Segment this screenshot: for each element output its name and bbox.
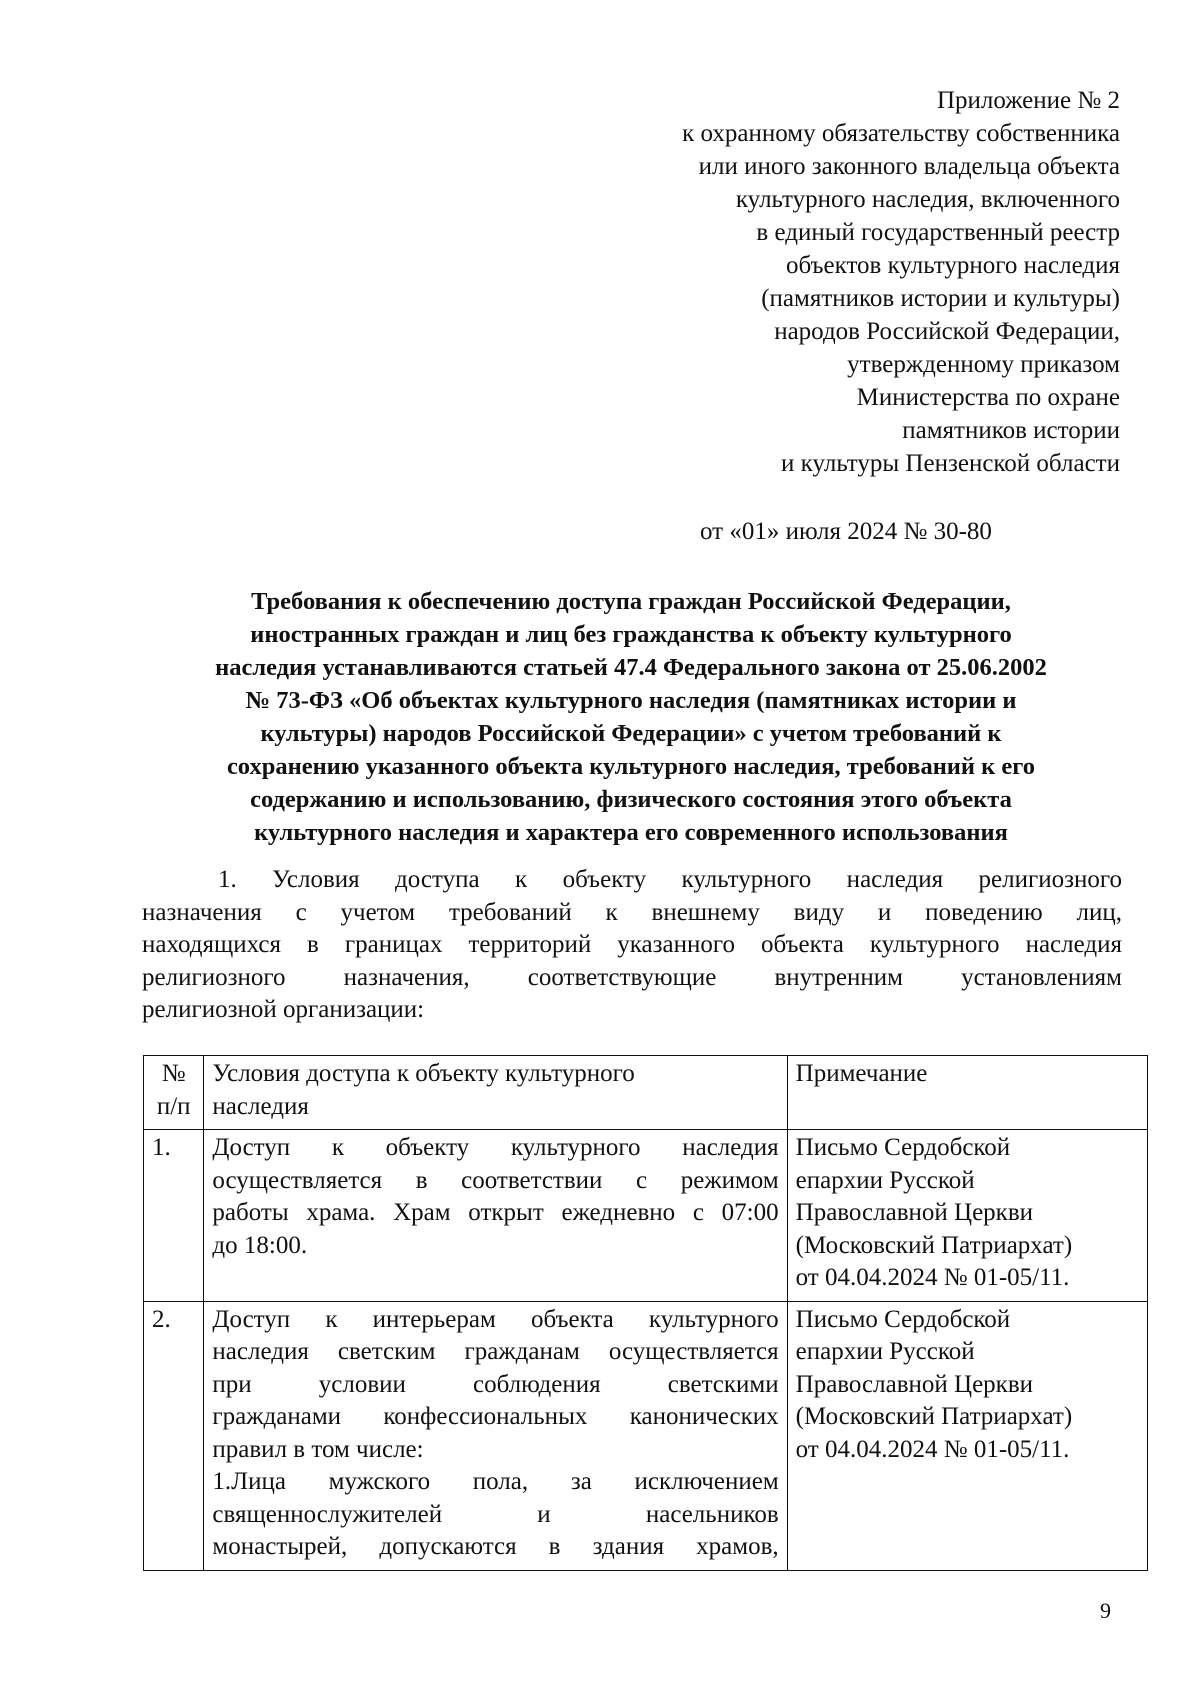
header-number-line: п/п [156,1092,191,1120]
appendix-header [560,84,1120,480]
appendix-line: Министерства по охране [856,384,1120,411]
header-note: Примечание [787,1056,1147,1130]
access-conditions-table [143,1055,1148,1571]
appendix-line: к охранному обязательству собственника [682,120,1120,147]
condition-line: Доступ к объекту культурного наследия [212,1134,779,1161]
row-note [787,1301,1147,1570]
note-line: Письмо Сердобской [795,1305,1011,1333]
title-line: культурного наследия и характера его современного использования [254,819,1008,846]
paragraph-line: 1. Условия доступа к объекту культурного наследия религиозного [218,866,1122,893]
appendix-line: и культуры Пензенской области [781,450,1120,477]
title-line: иностранных граждан и лиц без гражданства к объекту культурного [250,621,1012,648]
condition-line: до 18:00. [212,1231,308,1259]
row-number: 2. [144,1301,204,1570]
note-line: (Московский Патриархат) [795,1231,1073,1259]
note-line: от 04.04.2024 № 01-05/11. [795,1435,1070,1463]
condition-line: гражданами конфессиональных канонических [212,1403,779,1430]
header-conditions-line: Условия доступа к объекту культурного [212,1060,635,1087]
title-line: № 73-ФЗ «Об объектах культурного наследия (памятниках истории и [245,687,1017,714]
document-title [140,585,1122,849]
appendix-line: Приложение № 2 [936,87,1120,114]
title-line: наследия устанавливаются статьей 47.4 Федерального закона от 25.06.2002 [215,654,1047,681]
order-date: от «01» июля 2024 № 30-80 [700,518,992,545]
appendix-line: культурного наследия, включенного [735,186,1120,213]
condition-line: правил в том числе: [212,1435,424,1463]
condition-line: монастырей, допускаются в здания храмов, [212,1533,779,1560]
header-number-line: № [161,1060,186,1087]
title-line: сохранению указанного объекта культурного наследия, требований к его [226,753,1036,780]
note-line: Письмо Сердобской [795,1134,1011,1161]
note-line: (Московский Патриархат) [795,1403,1073,1430]
appendix-line: народов Российской Федерации, [774,318,1120,345]
note-line: епархии Русской [795,1338,975,1365]
row-conditions [204,1130,787,1302]
header-number [144,1056,204,1130]
table-header-row [144,1056,1148,1130]
title-line: Требования к обеспечению доступа граждан Российской Федерации, [251,588,1011,615]
paragraph-line: религиозной организации: [142,996,425,1023]
appendix-line: в единый государственный реестр [756,219,1120,246]
appendix-line: или иного законного владельца объекта [698,153,1120,180]
header-conditions-line: наследия [212,1092,309,1120]
body-paragraph [142,864,1122,1027]
table-row [144,1301,1148,1570]
table-row [144,1130,1148,1302]
paragraph-line: находящихся в границах территорий указанного объекта культурного наследия [142,931,1122,958]
condition-line: священнослужителей и насельников [212,1500,779,1528]
paragraph-line: религиозного назначения, соответствующие внутренним установлениям [142,963,1122,991]
note-line: Православной Церкви [795,1370,1034,1398]
page-number: 9 [1100,1598,1111,1623]
appendix-line: утвержденному приказом [847,351,1120,378]
condition-line: 1.Лица мужского пола, за исключением [212,1468,779,1495]
row-note [787,1130,1147,1302]
condition-line: осуществляется в соответствии с режимом [212,1166,779,1194]
appendix-line: (памятников истории и культуры) [761,285,1120,312]
row-conditions [204,1301,787,1570]
appendix-line: памятников истории [902,417,1120,444]
title-line: содержанию и использованию, физического состояния этого объекта [250,786,1012,813]
row-number: 1. [144,1130,204,1302]
paragraph-line: назначения с учетом требований к внешнему виду и поведению лиц, [142,898,1122,926]
header-conditions [204,1056,787,1130]
condition-line: при условии соблюдения светскими [212,1370,779,1398]
note-line: Православной Церкви [795,1199,1034,1226]
condition-line: наследия светским гражданам осуществляется [212,1338,779,1365]
condition-line: работы храма. Храм открыт ежедневно с 07:00 [212,1199,779,1226]
appendix-line: объектов культурного наследия [786,252,1120,279]
title-line: культуры) народов Российской Федерации» с учетом требований к [260,720,1002,747]
condition-line: Доступ к интерьерам объекта культурного [212,1305,779,1333]
note-line: епархии Русской [795,1166,975,1194]
note-line: от 04.04.2024 № 01-05/11. [795,1264,1070,1291]
